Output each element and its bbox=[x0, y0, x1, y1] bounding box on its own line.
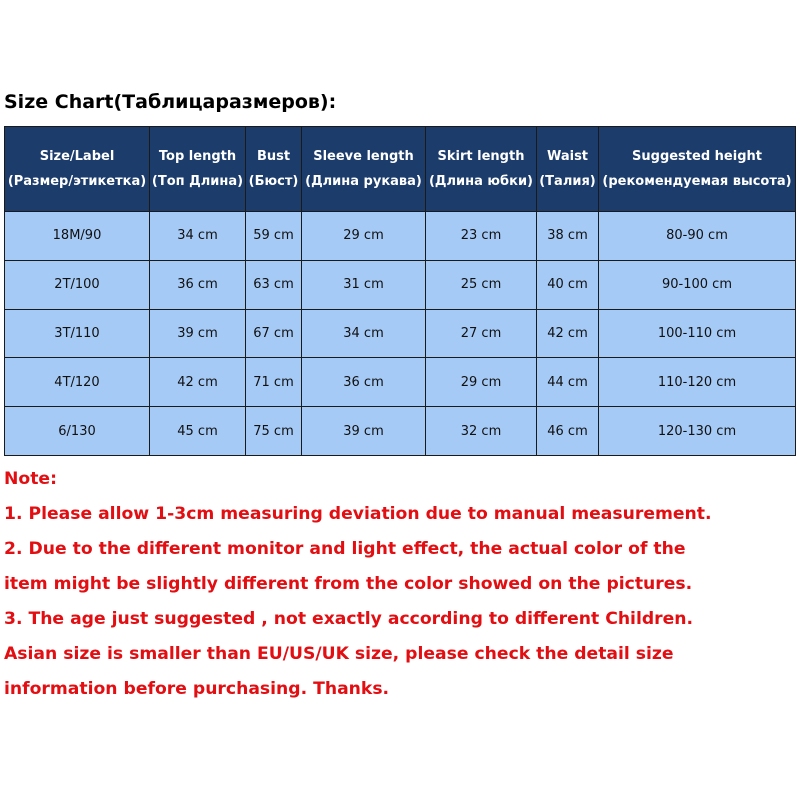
cell-sleeve-length: 36 cm bbox=[302, 358, 426, 407]
cell-sleeve-length: 31 cm bbox=[302, 260, 426, 309]
header-suggested-height-ru: (рекомендуемая высота) bbox=[602, 174, 792, 189]
cell-top-length: 34 cm bbox=[150, 212, 246, 261]
header-top-length bbox=[150, 127, 246, 212]
cell-suggested-height: 110-120 cm bbox=[599, 358, 796, 407]
header-bust-en: Bust bbox=[256, 149, 291, 164]
header-waist bbox=[537, 127, 599, 212]
header-top-length-en: Top length bbox=[158, 149, 237, 164]
header-skirt-length-en: Skirt length bbox=[437, 149, 525, 164]
cell-bust: 75 cm bbox=[246, 407, 302, 456]
header-size-label-ru: (Размер/этикетка) bbox=[7, 174, 147, 189]
cell-bust: 63 cm bbox=[246, 260, 302, 309]
table-row bbox=[5, 260, 796, 309]
cell-top-length: 45 cm bbox=[150, 407, 246, 456]
cell-skirt-length: 29 cm bbox=[426, 358, 537, 407]
cell-suggested-height: 120-130 cm bbox=[599, 407, 796, 456]
header-waist-en: Waist bbox=[546, 149, 589, 164]
cell-bust: 71 cm bbox=[246, 358, 302, 407]
cell-sleeve-length: 34 cm bbox=[302, 309, 426, 358]
cell-waist: 38 cm bbox=[537, 212, 599, 261]
cell-size-label: 3T/110 bbox=[5, 309, 150, 358]
size-chart-table bbox=[4, 126, 796, 456]
cell-skirt-length: 25 cm bbox=[426, 260, 537, 309]
cell-top-length: 42 cm bbox=[150, 358, 246, 407]
note-line: 3. The age just suggested , not exactly according to different Children. bbox=[4, 609, 694, 629]
header-waist-ru: (Талия) bbox=[539, 174, 596, 189]
header-skirt-length-ru: (Длина юбки) bbox=[428, 174, 534, 189]
header-sleeve-length bbox=[302, 127, 426, 212]
cell-size-label: 6/130 bbox=[5, 407, 150, 456]
cell-top-length: 39 cm bbox=[150, 309, 246, 358]
header-suggested-height bbox=[599, 127, 796, 212]
header-size-label-en: Size/Label bbox=[39, 149, 115, 164]
header-bust-ru: (Бюст) bbox=[248, 174, 299, 189]
note-line: information before purchasing. Thanks. bbox=[4, 679, 390, 699]
page-title: Size Chart(Таблицаразмеров): bbox=[4, 91, 337, 113]
cell-size-label: 2T/100 bbox=[5, 260, 150, 309]
table-row bbox=[5, 212, 796, 261]
cell-bust: 67 cm bbox=[246, 309, 302, 358]
cell-top-length: 36 cm bbox=[150, 260, 246, 309]
header-sleeve-length-ru: (Длина рукава) bbox=[305, 174, 422, 189]
header-size-label bbox=[5, 127, 150, 212]
cell-suggested-height: 90-100 cm bbox=[599, 260, 796, 309]
cell-bust: 59 cm bbox=[246, 212, 302, 261]
header-bust bbox=[246, 127, 302, 212]
note-line: Asian size is smaller than EU/US/UK size, please check the detail size bbox=[4, 644, 674, 664]
table-row bbox=[5, 358, 796, 407]
cell-skirt-length: 27 cm bbox=[426, 309, 537, 358]
cell-waist: 42 cm bbox=[537, 309, 599, 358]
header-sleeve-length-en: Sleeve length bbox=[313, 149, 414, 164]
note-heading: Note: bbox=[4, 469, 57, 489]
header-top-length-ru: (Топ Длина) bbox=[151, 174, 244, 189]
cell-waist: 44 cm bbox=[537, 358, 599, 407]
cell-size-label: 4T/120 bbox=[5, 358, 150, 407]
header-skirt-length bbox=[426, 127, 537, 212]
table-row bbox=[5, 309, 796, 358]
cell-size-label: 18M/90 bbox=[5, 212, 150, 261]
cell-suggested-height: 80-90 cm bbox=[599, 212, 796, 261]
cell-skirt-length: 23 cm bbox=[426, 212, 537, 261]
cell-sleeve-length: 39 cm bbox=[302, 407, 426, 456]
cell-skirt-length: 32 cm bbox=[426, 407, 537, 456]
note-line: item might be slightly different from the color showed on the pictures. bbox=[4, 574, 693, 594]
note-line: 2. Due to the different monitor and light effect, the actual color of the bbox=[4, 539, 686, 559]
header-suggested-height-en: Suggested height bbox=[632, 149, 762, 164]
cell-waist: 40 cm bbox=[537, 260, 599, 309]
note-line: 1. Please allow 1-3cm measuring deviation due to manual measurement. bbox=[4, 504, 712, 524]
table-row bbox=[5, 407, 796, 456]
notes-section bbox=[4, 462, 796, 707]
cell-suggested-height: 100-110 cm bbox=[599, 309, 796, 358]
table-header-row bbox=[5, 127, 796, 212]
cell-sleeve-length: 29 cm bbox=[302, 212, 426, 261]
cell-waist: 46 cm bbox=[537, 407, 599, 456]
